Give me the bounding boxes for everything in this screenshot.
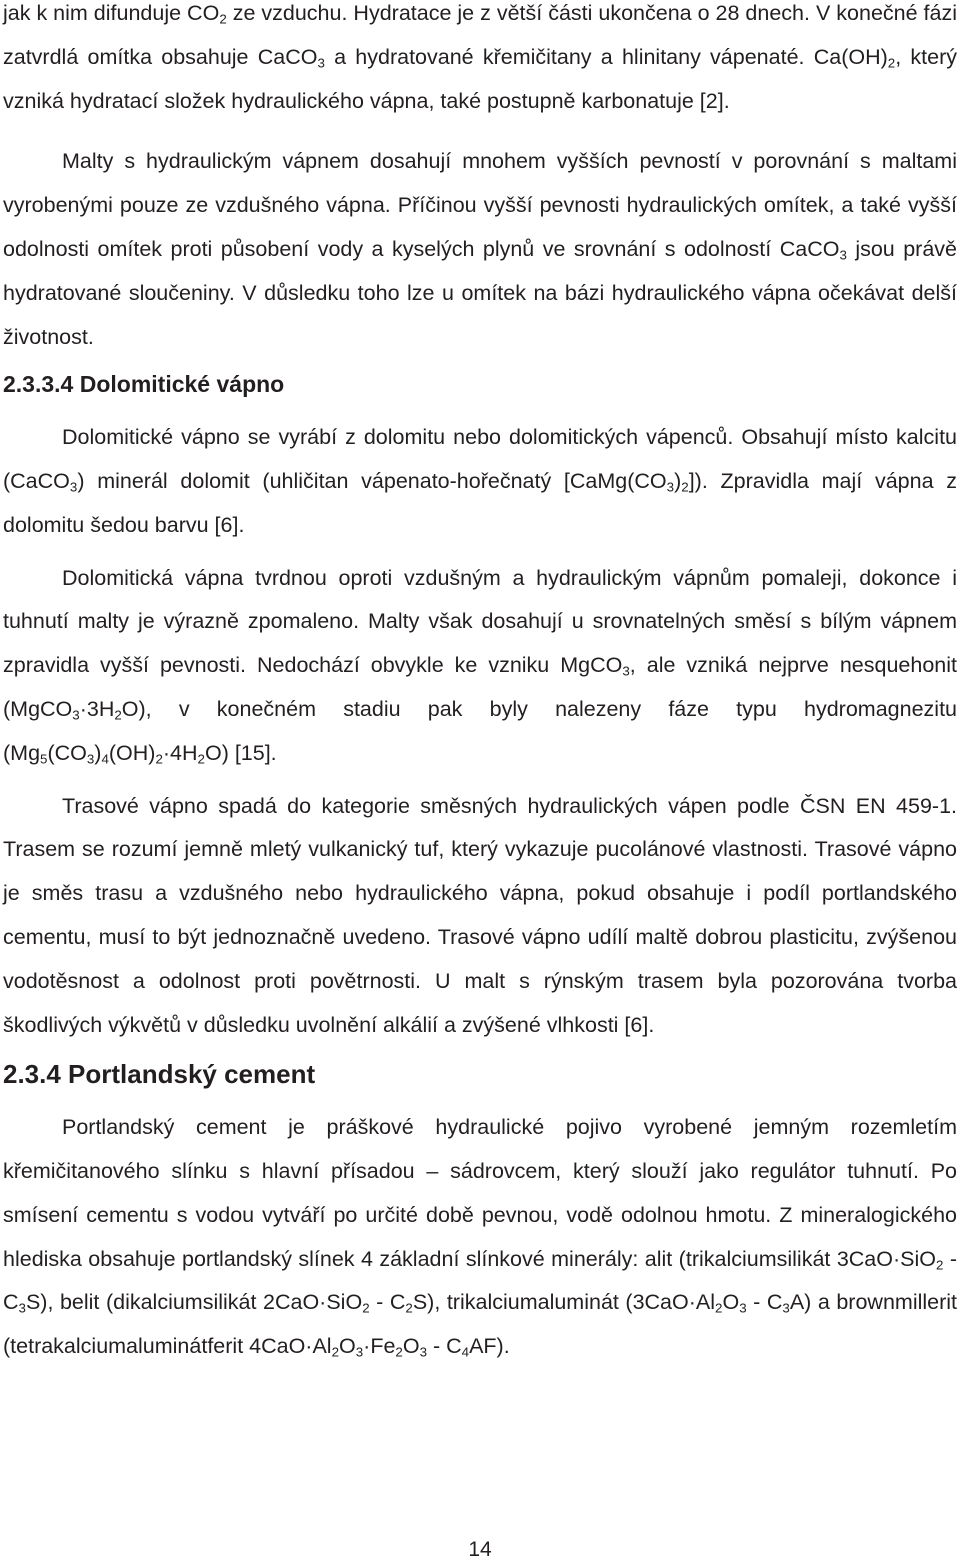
subscript: 2 — [681, 479, 689, 495]
text-run: AF). — [469, 1334, 510, 1359]
subscript: 3 — [419, 1344, 427, 1360]
text-run: ze vzduchu. Hydratace je z větší části ukončena o 28 dnech. V konečné fázi zatvrdlá omítka obsahuje CaCO — [3, 1, 957, 69]
subscript: 3 — [72, 707, 80, 723]
subscript: 2 — [331, 1344, 340, 1360]
subscript: 2 — [715, 1301, 723, 1317]
text-run: ) — [674, 468, 682, 493]
section-heading-portlandsky-cement: 2.3.4 Portlandský cement — [3, 1059, 316, 1090]
text-run: ·Fe — [363, 1334, 396, 1359]
paragraph-hydratace — [3, 0, 957, 123]
text-run: , ale vzniká nejprve nesquehonit (MgCO — [3, 653, 957, 721]
section-heading-dolomiticke-vapno: 2.3.3.4 Dolomitické vápno — [3, 371, 285, 398]
text-run: (OH) — [108, 740, 156, 765]
text-run: O) [15]. — [204, 740, 277, 765]
subscript: 3 — [317, 55, 325, 71]
text-run: ]). Zpravidla mají vápna z dolomitu šedou barvu [6]. — [3, 468, 958, 537]
subscript: 4 — [461, 1344, 470, 1360]
subscript: 3 — [86, 751, 95, 767]
subscript: 2 — [935, 1257, 944, 1273]
subscript: 3 — [18, 1301, 26, 1317]
text-run: Portlandský cement je práškové hydraulické pojivo vyrobené jemným rozemletím křemičitanového slínku s hlavní přísadou – sádrovcem, který slouží jako regulátor tuhnutí. Po smísení cementu s vodou vytváří po určité době pevnou, vodě odolnou hmotu. Z mineralogického hlediska obsahuje portlandský slínek 4 základní slínkové minerály: alit (trikalciumsilikát 3CaO·SiO — [3, 1115, 957, 1271]
subscript: 3 — [739, 1301, 747, 1317]
text-run: S), trikalciumaluminát (3CaO·Al — [412, 1290, 716, 1315]
subscript: 3 — [69, 479, 78, 495]
subscript: 3 — [622, 663, 630, 679]
text-run: S), belit (dikalciumsilikát 2CaO·SiO — [25, 1290, 363, 1315]
text-run: O — [339, 1334, 356, 1359]
subscript: 2 — [395, 1344, 403, 1360]
paragraph-dolomiticka-vapna — [3, 557, 957, 776]
text-run: - C — [427, 1334, 462, 1359]
text-run: Trasové vápno spadá do kategorie směsných hydraulických vápen podle ČSN EN 459-1. Trasem se rozumí jemně mletý vulkanický tuf, který vykazuje pucolánové vlastnosti. Trasové vápno je směs trasu a vzdušného nebo hydraulického vápna, pokud obsahuje i podíl portlandského cementu, musí to být jednoznačně uvedeno. Trasové vápno udílí maltě dobrou plasticitu, zvýšenou vodotěsnost a odolnost proti povětrnosti. U malt s rýnským trasem byla pozorována tvorba škodlivých výkvětů v důsledku uvolnění alkálií a zvýšené vlhkosti [6]. — [3, 793, 957, 1037]
text-run: (CO — [47, 740, 87, 765]
text-run: Malty s hydraulickým vápnem dosahují mnohem vyšších pevností v porovnání s maltami vyrobenými pouze ze vzdušného vápna. Příčinou vyšší pevnosti hydraulických omítek, a také vyšší odolnosti omítek proti působení vody a kyselých plynů ve srovnání s odolností CaCO — [3, 149, 957, 261]
text-run: ) — [94, 740, 102, 765]
subscript: 2 — [197, 751, 205, 767]
subscript: 2 — [887, 55, 896, 71]
paragraph-trasove-vapno — [3, 785, 957, 1048]
subscript: 3 — [782, 1301, 790, 1317]
document-page — [3, 0, 957, 1369]
text-run: jsou právě hydratované sloučeniny. V důsledku toho lze u omítek na bázi hydraulického vápna očekávat delší životnost. — [3, 236, 958, 349]
text-run: ·3H — [79, 696, 115, 721]
text-run: ) minerál dolomit (uhličitan vápenato-hořečnatý [CaMg(CO — [77, 468, 667, 493]
text-run: ·4H — [162, 740, 198, 765]
subscript: 2 — [114, 707, 122, 723]
text-run: , který vzniká hydratací složek hydraulického vápna, také postupně karbonatuje [2]. — [3, 44, 957, 113]
subscript: 3 — [355, 1344, 364, 1360]
paragraph-hydraulicke-malty — [3, 140, 957, 359]
text-run: - C — [746, 1290, 783, 1315]
text-run: A) a brownmillerit (tetrakalciumaluminátferit 4CaO·Al — [3, 1290, 958, 1359]
text-run: - C — [3, 1246, 957, 1315]
subscript: 2 — [405, 1301, 413, 1317]
text-run: - C — [369, 1290, 406, 1315]
subscript: 2 — [155, 751, 163, 767]
paragraph-dolomiticke-vapno — [3, 416, 957, 547]
subscript: 3 — [839, 247, 847, 263]
text-run: jak k nim difunduje CO — [3, 1, 220, 25]
subscript: 4 — [101, 751, 109, 767]
subscript: 2 — [219, 11, 227, 27]
text-run: a hydratované křemičitany a hlinitany vápenaté. Ca(OH) — [324, 44, 888, 69]
text-run: Dolomitická vápna tvrdnou oproti vzdušným a hydraulickým vápnům pomaleji, dokonce i tuhnutí malty je výrazně zpomaleno. Malty však dosahují u srovnatelných směsí s bílým vápnem zpravidla vyšší pevnosti. Nedochází obvykle ke vzniku MgCO — [3, 565, 957, 678]
paragraph-portlandsky-cement — [3, 1106, 957, 1369]
text-run: O — [402, 1334, 420, 1359]
text-run: Dolomitické vápno se vyrábí z dolomitu nebo dolomitických vápenců. Obsahují místo kalcitu (CaCO — [3, 425, 957, 493]
subscript: 2 — [362, 1301, 370, 1317]
page-number: 14 — [468, 1538, 492, 1561]
text-run: O), v konečném stadiu pak byly nalezeny fáze typu hydromagnezitu (Mg — [3, 696, 957, 765]
subscript: 3 — [666, 479, 675, 495]
text-run: O — [722, 1290, 740, 1315]
subscript: 5 — [40, 751, 48, 767]
